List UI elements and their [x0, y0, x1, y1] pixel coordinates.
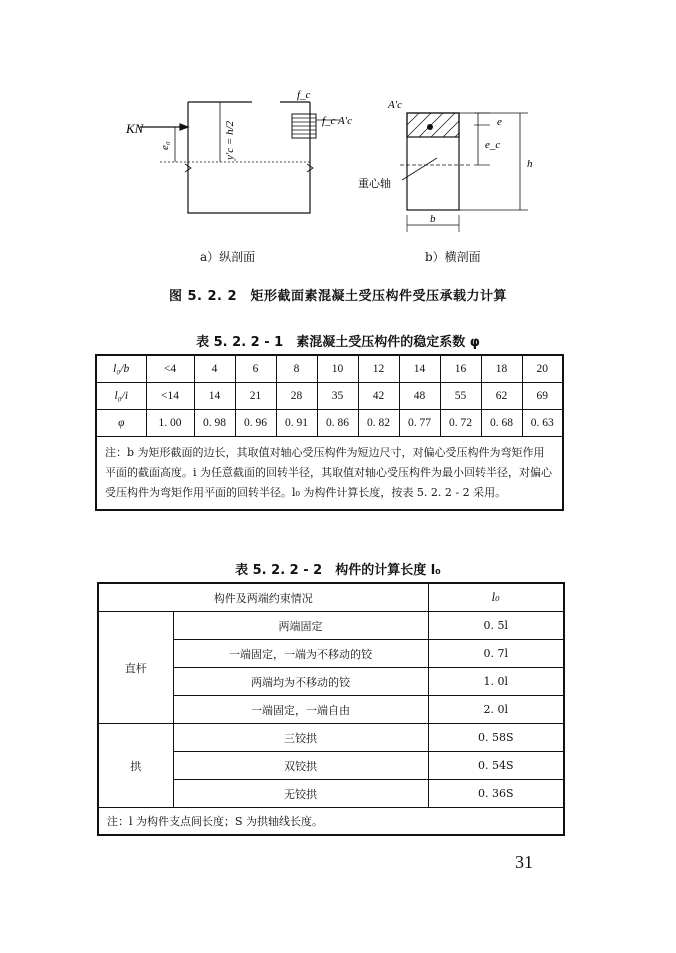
table-cell: 0. 86: [317, 410, 358, 437]
longitudinal-section: [140, 102, 340, 213]
table-row: [98, 724, 564, 752]
header-value: l₀: [428, 583, 564, 612]
page-number: 31: [515, 852, 533, 872]
subcaption-b: b）横剖面: [425, 250, 481, 264]
yc-label: y′c = h/2: [224, 120, 236, 160]
table-cell: 14: [194, 383, 235, 410]
table2-note: 注：l 为构件支点间长度；S 为拱轴线长度。: [98, 808, 564, 836]
table-cell: 0. 63: [522, 410, 563, 437]
condition-cell: 一端固定，一端为不移动的铰: [173, 640, 428, 668]
table-note-row: [96, 437, 563, 511]
figure-caption: 图 5. 2. 2 矩形截面素混凝土受压构件受压承载力计算: [168, 289, 508, 304]
value-cell: 1. 0l: [428, 668, 564, 696]
table-cell: 69: [522, 383, 563, 410]
row-head: l₀/b: [96, 355, 146, 383]
table-header-row: [98, 583, 564, 612]
table1-title: 表 5. 2. 2 - 1 素混凝土受压构件的稳定系数 φ: [196, 335, 480, 350]
table-cell: 20: [522, 355, 563, 383]
table-cell: <14: [146, 383, 194, 410]
table1-note: 注：b 为矩形截面的边长，其取值对轴心受压构件为短边尺寸，对偏心受压构件为弯矩作用平面的截面高度。i 为任意截面的回转半径，其取值对轴心受压构件为最小回转半径，对偏心受压构件为弯矩作用平面的回转半径。l₀ 为构件计算长度，按表 5. 2. 2 - 2 采用。: [96, 437, 563, 511]
table-cell: 48: [399, 383, 440, 410]
ac-label: A′c: [388, 99, 403, 111]
header-condition: 构件及两端约束情况: [98, 583, 428, 612]
value-cell: 2. 0l: [428, 696, 564, 724]
table-cell: 4: [194, 355, 235, 383]
axis-label: 重心轴: [358, 177, 391, 190]
value-cell: 0. 54S: [428, 752, 564, 780]
ec-label: e_c: [485, 139, 501, 151]
table-cell: 0. 98: [194, 410, 235, 437]
b-label: b: [430, 213, 436, 225]
table-cell: 10: [317, 355, 358, 383]
stability-coefficient-table: [95, 354, 564, 511]
table-cell: 42: [358, 383, 399, 410]
table-cell: 14: [399, 355, 440, 383]
row-head: l₀/i: [96, 383, 146, 410]
value-cell: 0. 36S: [428, 780, 564, 808]
table2-title: 表 5. 2. 2 - 2 构件的计算长度 l₀: [235, 563, 441, 578]
table-cell: 16: [440, 355, 481, 383]
e0-label: e₀: [159, 141, 171, 150]
kn-label: KN: [126, 121, 144, 136]
table-row: [98, 612, 564, 640]
table-cell: 1. 00: [146, 410, 194, 437]
h-label: h: [527, 158, 533, 170]
table-cell: 55: [440, 383, 481, 410]
table-cell: 0. 68: [481, 410, 522, 437]
table-cell: 62: [481, 383, 522, 410]
table-cell: 0. 82: [358, 410, 399, 437]
table-cell: <4: [146, 355, 194, 383]
table-note-row: [98, 808, 564, 836]
table-cell: 8: [276, 355, 317, 383]
row-head: φ: [96, 410, 146, 437]
fc-top-label: f_c: [297, 89, 311, 101]
condition-cell: 三铰拱: [173, 724, 428, 752]
group-straight-bar: 直杆: [98, 612, 173, 724]
table-cell: 0. 91: [276, 410, 317, 437]
value-cell: 0. 7l: [428, 640, 564, 668]
condition-cell: 两端均为不移动的铰: [173, 668, 428, 696]
condition-cell: 两端固定: [173, 612, 428, 640]
cross-section: [400, 113, 528, 232]
table-row: [96, 383, 563, 410]
centroid-dot: [427, 124, 433, 130]
table-row: [96, 410, 563, 437]
figure-diagram: [0, 0, 676, 280]
table-cell: 0. 96: [235, 410, 276, 437]
group-arch: 拱: [98, 724, 173, 808]
effective-length-table: [97, 582, 565, 836]
table-cell: 21: [235, 383, 276, 410]
table-cell: 12: [358, 355, 399, 383]
table-cell: 28: [276, 383, 317, 410]
condition-cell: 无铰拱: [173, 780, 428, 808]
condition-cell: 双铰拱: [173, 752, 428, 780]
value-cell: 0. 5l: [428, 612, 564, 640]
table-cell: 6: [235, 355, 276, 383]
value-cell: 0. 58S: [428, 724, 564, 752]
table-cell: 35: [317, 383, 358, 410]
condition-cell: 一端固定，一端自由: [173, 696, 428, 724]
table-cell: 0. 77: [399, 410, 440, 437]
fc-ac-label: f_c A′c: [322, 115, 352, 127]
table-cell: 0. 72: [440, 410, 481, 437]
table-row: [96, 355, 563, 383]
subcaption-a: a）纵剖面: [200, 250, 256, 264]
e-label: e: [497, 116, 502, 128]
table-cell: 18: [481, 355, 522, 383]
